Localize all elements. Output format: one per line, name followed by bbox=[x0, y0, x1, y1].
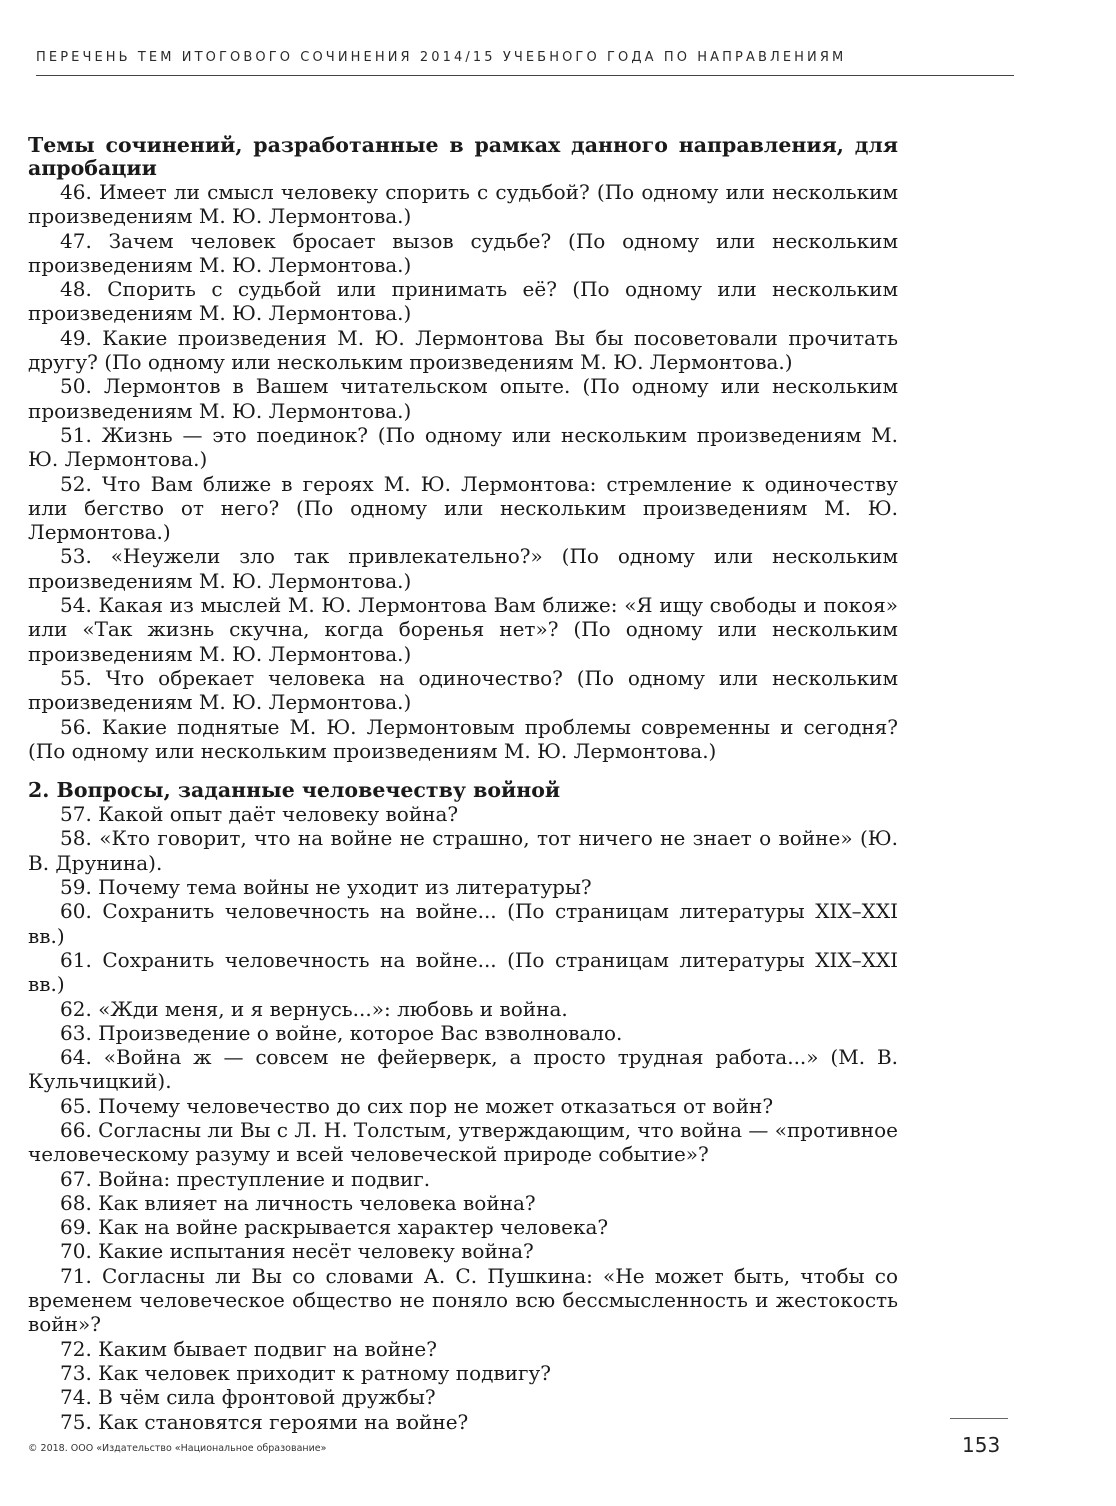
topic-text: Согласны ли Вы с Л. Н. Толстым, утверждающим, что война — «противное человеческому разуму и всей человеческой природе событие»? bbox=[28, 1117, 898, 1167]
topic-number: 61. bbox=[60, 947, 92, 972]
topic-item bbox=[28, 1191, 898, 1215]
topic-item bbox=[28, 1239, 898, 1263]
running-head: ПЕРЕЧЕНЬ ТЕМ ИТОГОВОГО СОЧИНЕНИЯ 2014/15 УЧЕБНОГО ГОДА ПО НАПРАВЛЕНИЯМ bbox=[36, 50, 847, 65]
topic-number: 75. bbox=[60, 1409, 92, 1434]
topic-number: 58. bbox=[60, 826, 92, 851]
topic-number: 62. bbox=[60, 996, 92, 1021]
topic-text: Произведение о войне, которое Вас взволновало. bbox=[98, 1020, 623, 1045]
topic-text: Как человек приходит к ратному подвигу? bbox=[98, 1360, 551, 1385]
topic-item bbox=[28, 1215, 898, 1239]
topic-item bbox=[28, 374, 898, 423]
topic-text: Спорить с судьбой или принимать её? (По одному или нескольким произведениям М. Ю. Лермонтова.) bbox=[28, 277, 898, 326]
topic-number: 50. bbox=[60, 374, 92, 399]
topic-item bbox=[28, 899, 898, 948]
topic-item bbox=[28, 277, 898, 326]
topic-item bbox=[28, 997, 898, 1021]
topic-text: Почему человечество до сих пор не может отказаться от войн? bbox=[98, 1093, 774, 1118]
topic-text: Почему тема войны не уходит из литературы? bbox=[98, 875, 592, 900]
topic-number: 52. bbox=[60, 471, 92, 496]
topic-item bbox=[28, 1045, 898, 1094]
topic-item bbox=[28, 180, 898, 229]
topic-number: 46. bbox=[60, 180, 92, 204]
topic-number: 57. bbox=[60, 802, 92, 827]
topic-item bbox=[28, 826, 898, 875]
topic-number: 69. bbox=[60, 1215, 92, 1240]
section-title-war: 2. Вопросы, заданные человечеству войной bbox=[28, 778, 561, 803]
topic-text: Какой опыт даёт человеку война? bbox=[98, 802, 459, 827]
topic-list-lermontov bbox=[28, 180, 898, 763]
topic-number: 48. bbox=[60, 277, 92, 302]
topic-number: 47. bbox=[60, 228, 92, 253]
page-number: 153 bbox=[962, 1433, 1001, 1457]
section-title-approbation: Темы сочинений, разработанные в рамках данного направления, для апробации bbox=[28, 133, 898, 180]
topic-item bbox=[28, 802, 898, 826]
footer-divider bbox=[950, 1418, 1008, 1419]
topic-item bbox=[28, 472, 898, 545]
topic-item bbox=[28, 875, 898, 899]
topic-item bbox=[28, 326, 898, 375]
topic-number: 55. bbox=[60, 665, 92, 690]
topic-item bbox=[28, 1118, 898, 1167]
topic-text: Жизнь — это поединок? (По одному или нескольким произведениям М. Ю. Лермонтова.) bbox=[28, 422, 898, 472]
topic-text: В чём сила фронтовой дружбы? bbox=[98, 1385, 436, 1410]
topic-number: 64. bbox=[60, 1045, 92, 1070]
topic-text: Согласны ли Вы со словами А. С. Пушкина: «Не может быть, чтобы со временем человеческое общество не поняло всю бессмысленность и жестокость войн»? bbox=[28, 1263, 898, 1337]
topic-number: 70. bbox=[60, 1239, 92, 1264]
topic-number: 49. bbox=[60, 325, 92, 350]
topic-number: 73. bbox=[60, 1360, 92, 1385]
topic-text: Имеет ли смысл человеку спорить с судьбой? (По одному или нескольким произведениям М. Ю. Лермонтова.) bbox=[28, 180, 899, 229]
topic-item bbox=[28, 1264, 898, 1337]
topic-number: 56. bbox=[60, 714, 92, 739]
topic-text: Война: преступление и подвиг. bbox=[98, 1166, 431, 1191]
header-divider bbox=[36, 75, 1014, 76]
topic-number: 68. bbox=[60, 1190, 92, 1215]
topic-item bbox=[28, 1167, 898, 1191]
topic-number: 63. bbox=[60, 1020, 92, 1045]
topic-text: Зачем человек бросает вызов судьбе? (По одному или нескольким произведениям М. Ю. Лермонтова.) bbox=[28, 228, 898, 277]
topic-item bbox=[28, 544, 898, 593]
topic-text: Какие поднятые М. Ю. Лермонтовым проблемы современны и сегодня? (По одному или нескольким произведениям М. Ю. Лермонтова.) bbox=[28, 714, 899, 763]
topic-text: Какие испытания несёт человеку война? bbox=[98, 1239, 534, 1264]
topic-text: Каким бывает подвиг на войне? bbox=[98, 1336, 437, 1361]
topic-text: Какие произведения М. Ю. Лермонтова Вы бы посоветовали прочитать другу? (По одному или нескольким произведениям М. Ю. Лермонтова.) bbox=[28, 325, 898, 375]
topic-item bbox=[28, 1385, 898, 1409]
topic-item bbox=[28, 1361, 898, 1385]
topic-text: Сохранить человечность на войне... (По страницам литературы XIX–XXI вв.) bbox=[28, 899, 899, 948]
topic-number: 51. bbox=[60, 422, 92, 447]
topic-item bbox=[28, 715, 898, 764]
topic-number: 66. bbox=[60, 1117, 92, 1142]
topic-text: Как становятся героями на войне? bbox=[98, 1409, 469, 1434]
topic-text: Как на войне раскрывается характер человека? bbox=[98, 1215, 609, 1240]
topic-number: 74. bbox=[60, 1385, 92, 1410]
topic-number: 53. bbox=[60, 544, 92, 569]
topic-text: Что Вам ближе в героях М. Ю. Лермонтова: стремление к одиночеству или бегство от него? (По одному или нескольким произведениям М. Ю. Лермонтова.) bbox=[28, 471, 898, 545]
topic-text: Лермонтов в Вашем читательском опыте. (По одному или нескольким произведениям М. Ю. Лермонтова.) bbox=[28, 374, 898, 423]
topic-number: 72. bbox=[60, 1336, 92, 1361]
topic-item bbox=[28, 1337, 898, 1361]
topic-list-war bbox=[28, 802, 898, 1434]
topic-item bbox=[28, 666, 898, 715]
topic-text: «Неужели зло так привлекательно?» (По одному или нескольким произведениям М. Ю. Лермонтова.) bbox=[28, 544, 899, 593]
topic-number: 60. bbox=[60, 899, 92, 924]
topic-item bbox=[28, 1021, 898, 1045]
topic-item bbox=[28, 229, 898, 278]
topic-text: «Жди меня, и я вернусь...»: любовь и война. bbox=[98, 996, 568, 1021]
topic-item bbox=[28, 1094, 898, 1118]
topic-text: «Кто говорит, что на войне не страшно, тот ничего не знает о войне» (Ю. В. Друнина). bbox=[28, 826, 898, 875]
topic-number: 67. bbox=[60, 1166, 92, 1191]
topic-number: 54. bbox=[60, 593, 92, 618]
topic-item bbox=[28, 593, 898, 666]
topic-item bbox=[28, 423, 898, 472]
topic-number: 65. bbox=[60, 1093, 92, 1118]
topic-item bbox=[28, 1410, 898, 1434]
topic-text: «Война ж — совсем не фейерверк, а просто трудная работа...» (М. В. Кульчицкий). bbox=[28, 1045, 899, 1094]
copyright: © 2018. ООО «Издательство «Национальное образование» bbox=[28, 1443, 327, 1454]
topic-item bbox=[28, 948, 898, 997]
topic-number: 59. bbox=[60, 875, 92, 900]
topic-text: Что обрекает человека на одиночество? (По одному или нескольким произведениям М. Ю. Лермонтова.) bbox=[28, 665, 898, 715]
topic-text: Какая из мыслей М. Ю. Лермонтова Вам ближе: «Я ищу свободы и покоя» или «Так жизнь скучна, когда боренья нет»? (По одному или нескольким произведениям М. Ю. Лермонтова.) bbox=[28, 593, 898, 666]
topic-text: Сохранить человечность на войне... (По страницам литературы XIX–XXI вв.) bbox=[28, 947, 899, 997]
topic-number: 71. bbox=[60, 1263, 92, 1288]
page-body bbox=[28, 134, 898, 1434]
topic-text: Как влияет на личность человека война? bbox=[98, 1190, 536, 1215]
